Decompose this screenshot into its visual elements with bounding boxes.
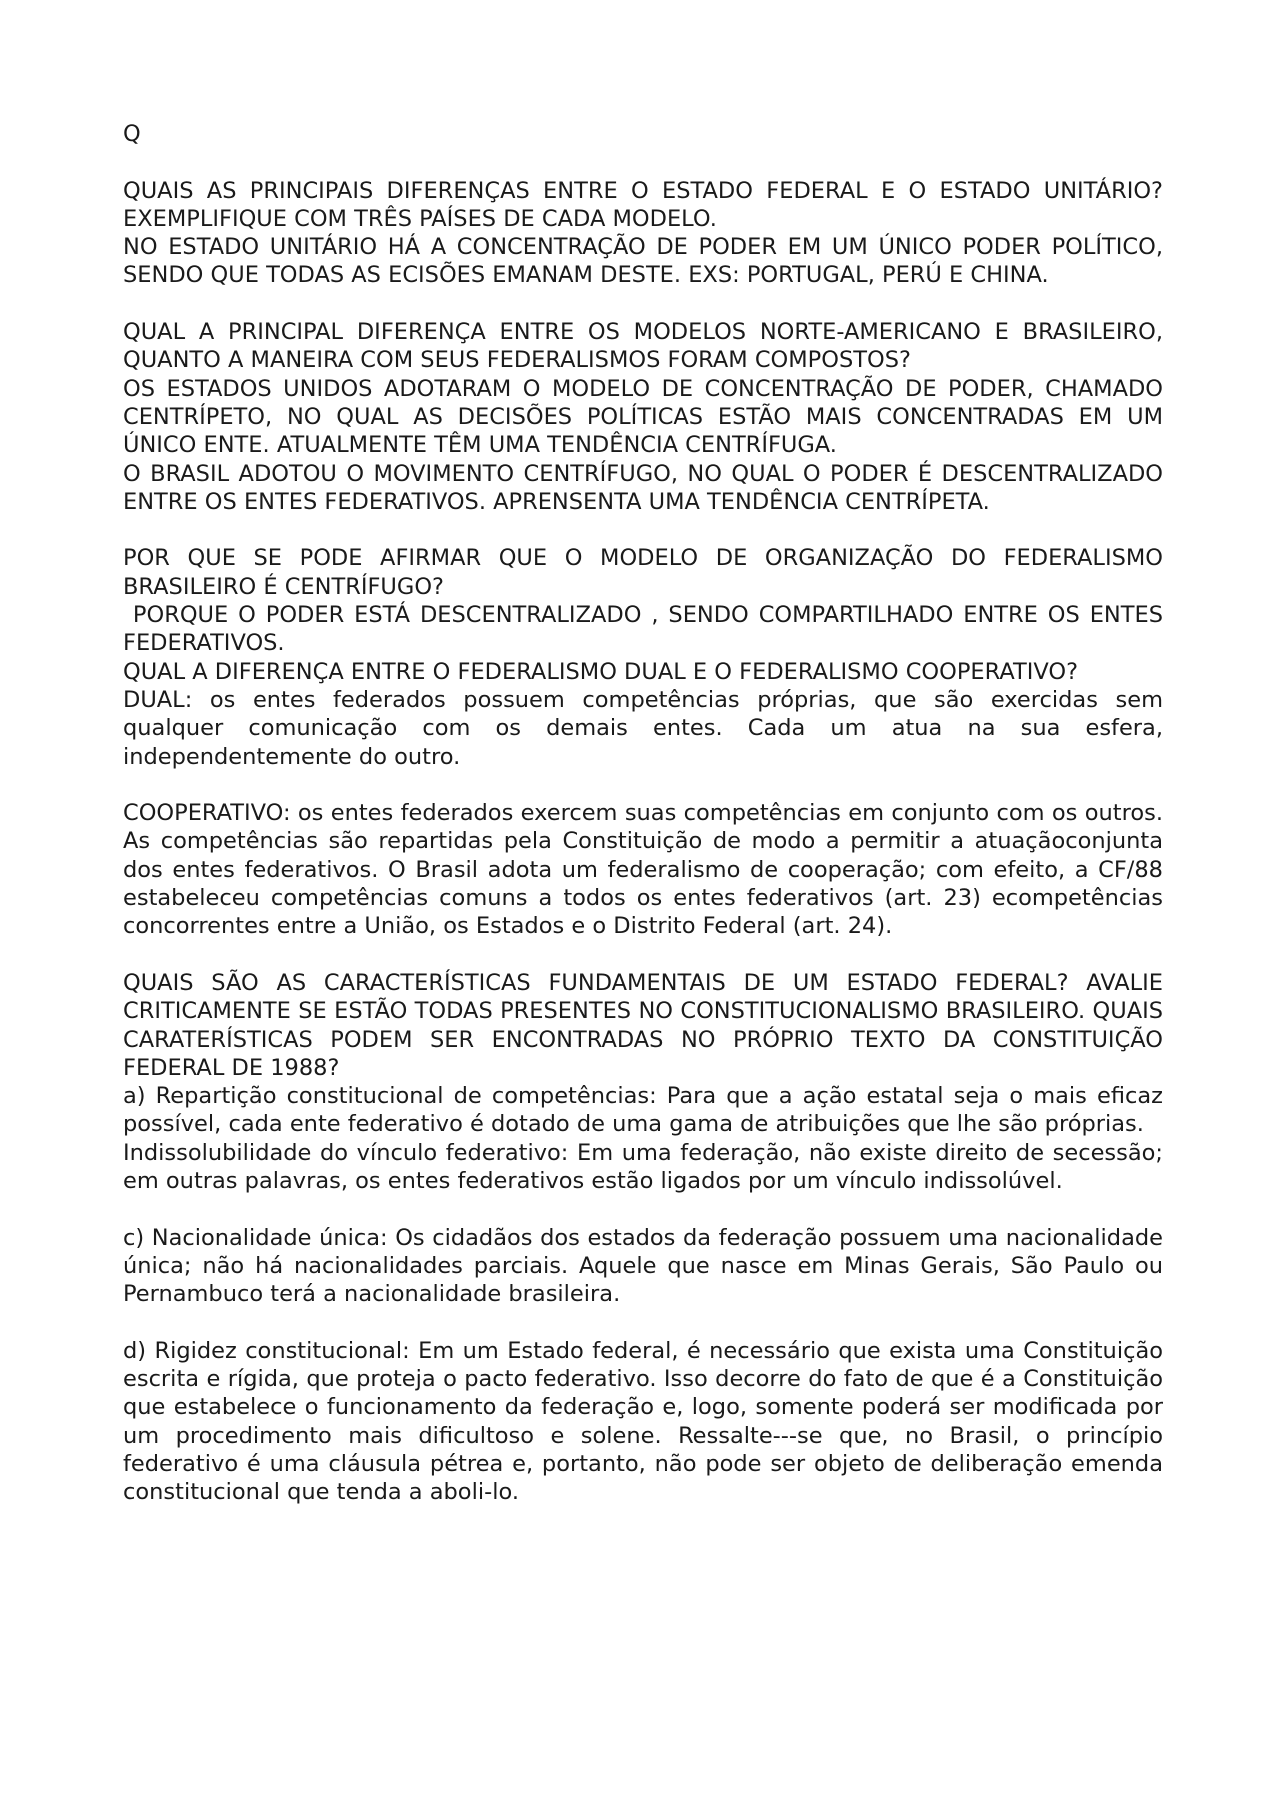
paragraph: O BRASIL ADOTOU O MOVIMENTO CENTRÍFUGO, NO QUAL O PODER É DESCENTRALIZADO ENTRE OS ENTES FEDERATIVOS. APRENSENTA UMA TENDÊNCIA CENTRÍPETA. [123,460,1171,515]
document-page [123,120,1171,1507]
paragraph-spacer [123,941,1163,969]
paragraph: PORQUE O PODER ESTÁ DESCENTRALIZADO , SENDO COMPARTILHADO ENTRE OS ENTES FEDERATIVOS. [123,602,1171,657]
paragraph: QUAL A DIFERENÇA ENTRE O FEDERALISMO DUAL E O FEDERALISMO COOPERATIVO? [123,658,1079,685]
paragraph: DUAL: os entes federados possuem competências próprias, que são exercidas sem qualquer comunicação com os demais entes. Cada um atua na sua esfera, independentemente do outro. [123,686,1171,770]
paragraph: QUAIS AS PRINCIPAIS DIFERENÇAS ENTRE O ESTADO FEDERAL E O ESTADO UNITÁRIO? EXEMPLIFIQUE COM TRÊS PAÍSES DE CADA MODELO. [123,177,1171,232]
paragraph-spacer [123,290,1163,318]
paragraph: POR QUE SE PODE AFIRMAR QUE O MODELO DE ORGANIZAÇÃO DO FEDERALISMO BRASILEIRO É CENTRÍFUGO? [123,545,1171,600]
paragraph: Q [123,121,141,147]
paragraph: Indissolubilidade do vínculo federativo: Em uma federação, não existe direito de secessão; em outras palavras, os entes federativos estão ligados por um vínculo indissolúvel. [123,1139,1171,1194]
paragraph: COOPERATIVO: os entes federados exercem suas competências em conjunto com os outros. As competências são repartidas pela Constituição de modo a permitir a atuaçãoconjunta dos entes federativos. O Brasil adota um federalismo de cooperação; com efeito, a CF/88 estabeleceu competências comuns a todos os entes federativos (art. 23) ecompetências concorrentes entre a União, os Estados e o Distrito Federal (art. 24). [123,800,1171,940]
paragraph: a) Repartição constitucional de competências: Para que a ação estatal seja o mais eficaz possível, cada ente federativo é dotado de uma gama de atribuições que lhe são próprias. [123,1083,1171,1138]
paragraph: c) Nacionalidade única: Os cidadãos dos estados da federação possuem uma nacionalidade única; não há nacionalidades parciais. Aquele que nasce em Minas Gerais, São Paulo ou Pernambuco terá a nacionalidade brasileira. [123,1224,1171,1308]
paragraph-spacer [123,516,1163,544]
paragraph: QUAIS SÃO AS CARACTERÍSTICAS FUNDAMENTAIS DE UM ESTADO FEDERAL? AVALIE CRITICAMENTE SE ESTÃO TODAS PRESENTES NO CONSTITUCIONALISMO BRASILEIRO. QUAIS CARATERÍSTICAS PODEM SER ENCONTRADAS NO PRÓPRIO TEXTO DA CONSTITUIÇÃO FEDERAL DE 1988? [123,969,1171,1081]
paragraph-spacer [123,148,1163,176]
paragraph-spacer [123,1308,1163,1336]
paragraph: QUAL A PRINCIPAL DIFERENÇA ENTRE OS MODELOS NORTE-AMERICANO E BRASILEIRO, QUANTO A MANEIRA COM SEUS FEDERALISMOS FORAM COMPOSTOS? [123,319,1171,374]
paragraph: NO ESTADO UNITÁRIO HÁ A CONCENTRAÇÃO DE PODER EM UM ÚNICO PODER POLÍTICO, SENDO QUE TODAS AS ECISÕES EMANAM DESTE. EXS: PORTUGAL, PERÚ E CHINA. [123,234,1171,289]
paragraph: d) Rigidez constitucional: Em um Estado federal, é necessário que exista uma Constituição escrita e rígida, que proteja o pacto federativo. Isso decorre do fato de que é a Constituição que estabelece o funcionamento da federação e, logo, somente poderá ser modificada por um procedimento mais dificultoso e solene. Ressalte---se que, no Brasil, o princípio federativo é uma cláusula pétrea e, portanto, não pode ser objeto de deliberação emenda constitucional que tenda a aboli-lo. [123,1337,1171,1506]
paragraph-spacer [123,771,1163,799]
paragraph-spacer [123,1195,1163,1223]
paragraph: OS ESTADOS UNIDOS ADOTARAM O MODELO DE CONCENTRAÇÃO DE PODER, CHAMADO CENTRÍPETO, NO QUAL AS DECISÕES POLÍTICAS ESTÃO MAIS CONCENTRADAS EM UM ÚNICO ENTE. ATUALMENTE TÊM UMA TENDÊNCIA CENTRÍFUGA. [123,375,1171,459]
